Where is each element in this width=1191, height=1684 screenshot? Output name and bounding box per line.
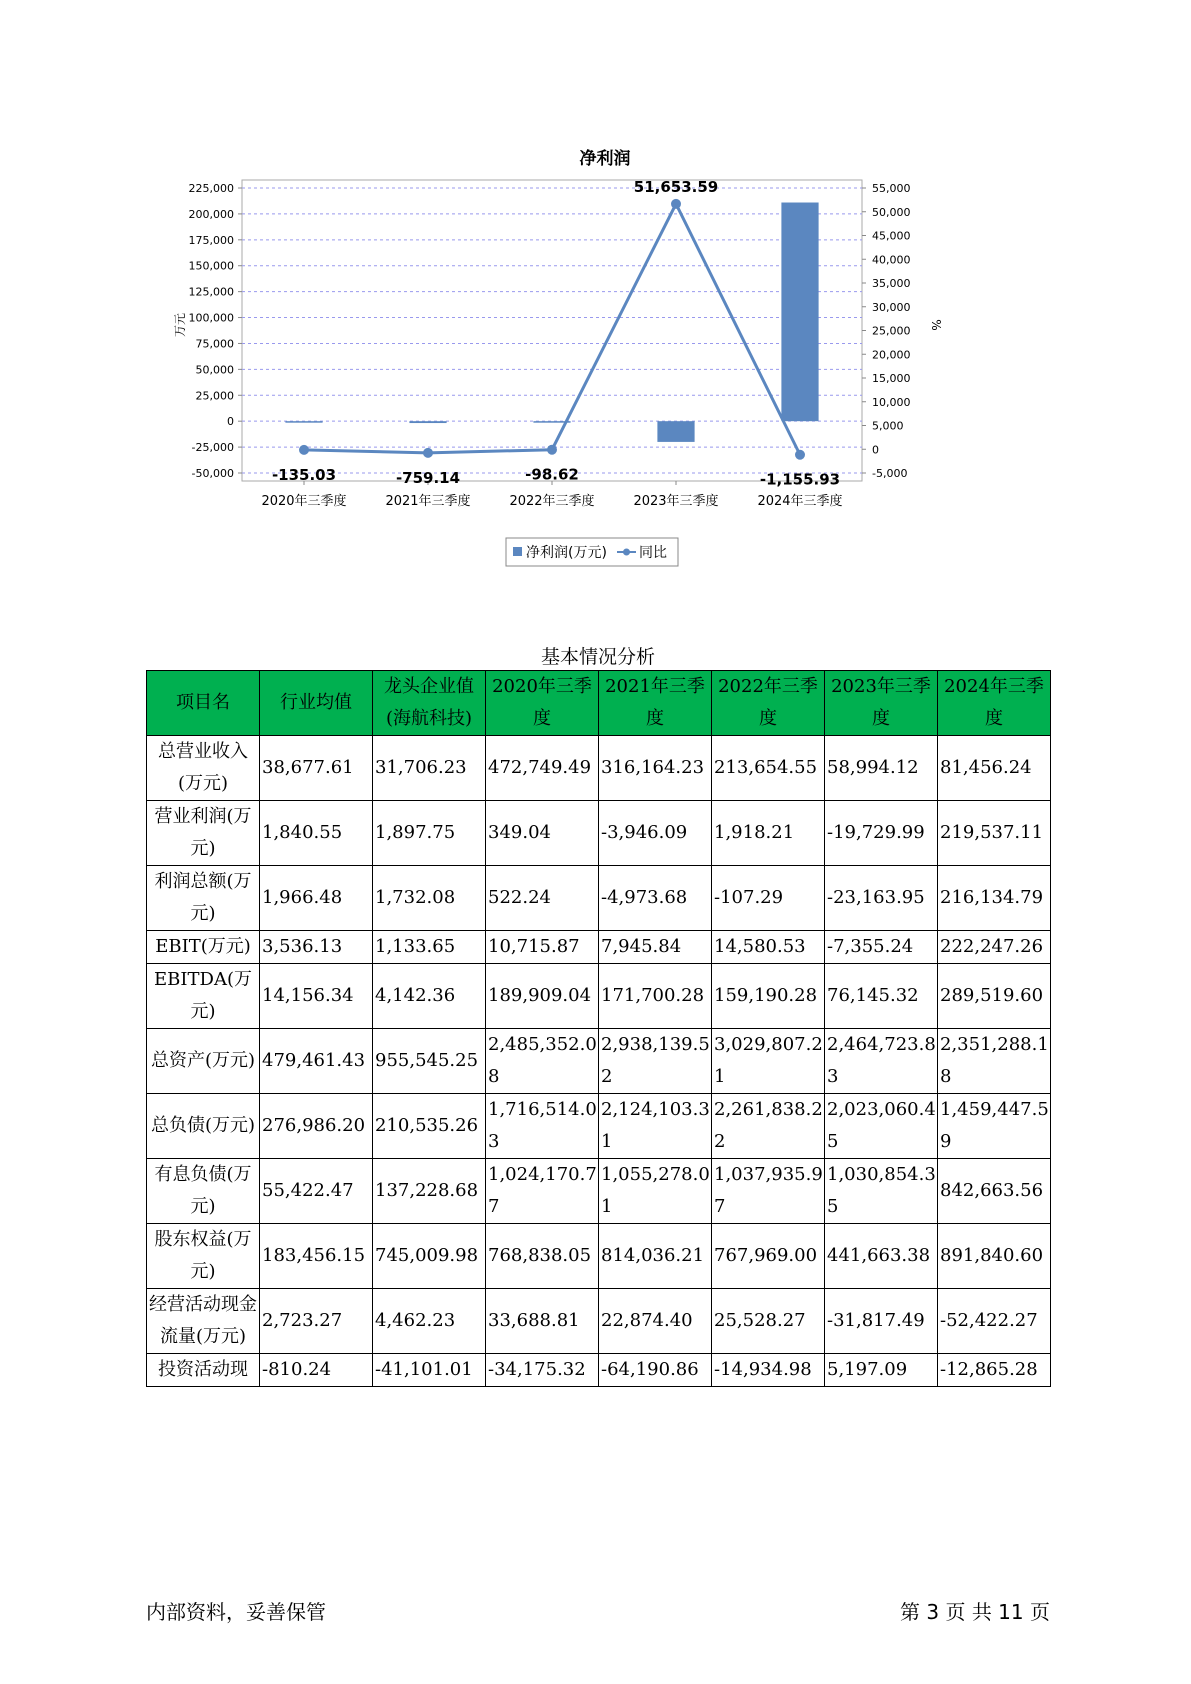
table-cell: -7,355.24: [825, 931, 938, 964]
table-cell: 38,677.61: [260, 736, 373, 801]
table-cell: 1,918.21: [712, 801, 825, 866]
y-right-tick-label: 5,000: [872, 419, 904, 433]
table-cell: 183,456.15: [260, 1224, 373, 1289]
table-row: [147, 1094, 1051, 1159]
x-tick-label: 2021年三季度: [385, 494, 471, 509]
y-right-tick-label: -5,000: [872, 467, 908, 480]
table-row: [147, 1289, 1051, 1354]
y-tick-label: 225,000: [188, 182, 234, 195]
y-tick-label: -25,000: [191, 441, 234, 455]
y-right-tick-label: 25,000: [872, 324, 911, 338]
table-cell: 76,145.32: [825, 964, 938, 1029]
table-cell: -41,101.01: [373, 1354, 486, 1387]
row-item-name: 总负债(万元): [147, 1094, 260, 1159]
table-cell: -19,729.99: [825, 801, 938, 866]
x-tick-label: 2022年三季度: [509, 494, 595, 509]
header-2021-q3: 2021年三季度: [599, 671, 712, 736]
y-tick-label: 50,000: [195, 363, 234, 377]
yoy-point: [547, 445, 557, 455]
y-tick-label: 175,000: [188, 233, 234, 247]
table-row: [147, 801, 1051, 866]
row-item-name: 股东权益(万元): [147, 1224, 260, 1289]
y-tick-label: -50,000: [191, 467, 234, 480]
table-cell: 289,519.60: [938, 964, 1051, 1029]
table-cell: 1,030,854.35: [825, 1159, 938, 1224]
table-cell: 14,156.34: [260, 964, 373, 1029]
table-cell: 2,351,288.18: [938, 1029, 1051, 1094]
row-item-name: 投资活动现: [147, 1354, 260, 1387]
table-cell: 767,969.00: [712, 1224, 825, 1289]
y-tick-label: 75,000: [195, 337, 234, 351]
table-cell: 891,840.60: [938, 1224, 1051, 1289]
yoy-point: [423, 448, 433, 458]
table-cell: 1,966.48: [260, 866, 373, 931]
bar-net-profit: [657, 421, 694, 442]
table-cell: 4,142.36: [373, 964, 486, 1029]
table-cell: 1,459,447.59: [938, 1094, 1051, 1159]
table-cell: 219,537.11: [938, 801, 1051, 866]
table-cell: 7,945.84: [599, 931, 712, 964]
yoy-point: [671, 199, 681, 209]
table-cell: 58,994.12: [825, 736, 938, 801]
table-cell: 2,485,352.08: [486, 1029, 599, 1094]
row-item-name: EBIT(万元): [147, 931, 260, 964]
table-cell: 276,986.20: [260, 1094, 373, 1159]
x-tick-label: 2023年三季度: [633, 494, 719, 509]
legend-bar-swatch: [513, 547, 522, 556]
row-item-name: 总营业收入(万元): [147, 736, 260, 801]
table-cell: 14,580.53: [712, 931, 825, 964]
y-right-tick-label: 40,000: [872, 253, 911, 267]
legend-line-marker: [623, 549, 630, 556]
table-cell: 814,036.21: [599, 1224, 712, 1289]
net-profit-chart: [170, 140, 1050, 600]
y-tick-label: 200,000: [188, 207, 234, 221]
table-row: [147, 1159, 1051, 1224]
y-right-tick-label: 45,000: [872, 229, 911, 243]
table-row: [147, 736, 1051, 801]
table-cell: 1,024,170.77: [486, 1159, 599, 1224]
yoy-data-label: -98.62: [525, 465, 579, 484]
table-cell: -64,190.86: [599, 1354, 712, 1387]
table-cell: 1,037,935.97: [712, 1159, 825, 1224]
y-right-tick-label: 20,000: [872, 348, 911, 362]
footer-page-number: 第 3 页 共 11 页: [900, 1600, 1050, 1624]
header-industry-avg: 行业均值: [260, 671, 373, 736]
table-cell: 171,700.28: [599, 964, 712, 1029]
table-cell: 5,197.09: [825, 1354, 938, 1387]
header-item-name: 项目名: [147, 671, 260, 736]
table-cell: 81,456.24: [938, 736, 1051, 801]
table-cell: 22,874.40: [599, 1289, 712, 1354]
yoy-point: [299, 445, 309, 455]
table-cell: 3,029,807.21: [712, 1029, 825, 1094]
table-cell: 1,732.08: [373, 866, 486, 931]
table-cell: 2,464,723.83: [825, 1029, 938, 1094]
table-cell: 955,545.25: [373, 1029, 486, 1094]
table-cell: 31,706.23: [373, 736, 486, 801]
table-row: [147, 931, 1051, 964]
yoy-data-label: -135.03: [271, 465, 337, 484]
row-item-name: 利润总额(万元): [147, 866, 260, 931]
table-cell: 55,422.47: [260, 1159, 373, 1224]
table-caption: 基本情况分析: [540, 646, 655, 668]
table-cell: -3,946.09: [599, 801, 712, 866]
y-right-tick-label: 55,000: [872, 182, 911, 195]
y-tick-label: 125,000: [188, 285, 234, 299]
table-cell: 159,190.28: [712, 964, 825, 1029]
basic-analysis-table: [146, 670, 1051, 1387]
row-item-name: 经营活动现金流量(万元): [147, 1289, 260, 1354]
bar-net-profit: [781, 203, 818, 422]
y-axis-right-label: %: [929, 319, 943, 331]
table-cell: -14,934.98: [712, 1354, 825, 1387]
header-2023-q3: 2023年三季度: [825, 671, 938, 736]
table-cell: 1,055,278.01: [599, 1159, 712, 1224]
table-cell: 768,838.05: [486, 1224, 599, 1289]
table-cell: 213,654.55: [712, 736, 825, 801]
table-cell: 842,663.56: [938, 1159, 1051, 1224]
table-cell: 1,840.55: [260, 801, 373, 866]
table-cell: 479,461.43: [260, 1029, 373, 1094]
y-tick-label: 0: [227, 415, 234, 429]
bar-net-profit: [285, 421, 322, 423]
table-row: [147, 1224, 1051, 1289]
yoy-data-label: -1,155.93: [759, 470, 841, 489]
table-header-row: [147, 671, 1051, 736]
table-cell: -810.24: [260, 1354, 373, 1387]
y-right-tick-label: 0: [872, 443, 879, 457]
header-2024-q3: 2024年三季度: [938, 671, 1051, 736]
table-cell: -52,422.27: [938, 1289, 1051, 1354]
table-cell: 2,938,139.52: [599, 1029, 712, 1094]
yoy-data-label: 51,653.59: [633, 177, 719, 196]
table-cell: 745,009.98: [373, 1224, 486, 1289]
y-right-tick-label: 10,000: [872, 395, 911, 409]
table-cell: -107.29: [712, 866, 825, 931]
table-cell: 2,723.27: [260, 1289, 373, 1354]
header-leader-value: 龙头企业值(海航科技): [373, 671, 486, 736]
table-cell: 1,897.75: [373, 801, 486, 866]
x-tick-label: 2020年三季度: [261, 494, 347, 509]
legend-line-label: 同比: [639, 545, 667, 561]
table-cell: 1,716,514.03: [486, 1094, 599, 1159]
table-cell: 441,663.38: [825, 1224, 938, 1289]
yoy-data-label: -759.14: [395, 468, 461, 487]
table-row: [147, 964, 1051, 1029]
table-cell: 1,133.65: [373, 931, 486, 964]
table-cell: 4,462.23: [373, 1289, 486, 1354]
footer-confidential-note: 内部资料，妥善保管: [146, 1600, 326, 1624]
table-cell: -23,163.95: [825, 866, 938, 931]
table-cell: 210,535.26: [373, 1094, 486, 1159]
table-cell: 522.24: [486, 866, 599, 931]
table-cell: 216,134.79: [938, 866, 1051, 931]
y-axis-left-label: 万元: [173, 312, 187, 338]
y-right-tick-label: 50,000: [872, 205, 911, 219]
y-right-tick-label: 15,000: [872, 372, 911, 385]
table-cell: -4,973.68: [599, 866, 712, 931]
legend-bar-label: 净利润(万元): [526, 545, 607, 561]
bar-net-profit: [409, 421, 446, 423]
x-tick-label: 2024年三季度: [757, 494, 843, 509]
table-cell: -12,865.28: [938, 1354, 1051, 1387]
y-right-tick-label: 35,000: [872, 277, 911, 290]
row-item-name: 有息负债(万元): [147, 1159, 260, 1224]
table-cell: 189,909.04: [486, 964, 599, 1029]
row-item-name: EBITDA(万元): [147, 964, 260, 1029]
table-cell: 222,247.26: [938, 931, 1051, 964]
y-tick-label: 100,000: [188, 311, 234, 325]
y-tick-label: 150,000: [188, 259, 234, 273]
table-cell: 25,528.27: [712, 1289, 825, 1354]
row-item-name: 营业利润(万元): [147, 801, 260, 866]
table-row: [147, 1354, 1051, 1387]
table-cell: 137,228.68: [373, 1159, 486, 1224]
table-cell: 472,749.49: [486, 736, 599, 801]
plot-frame: [242, 177, 862, 481]
yoy-point: [795, 450, 805, 460]
table-cell: 2,124,103.31: [599, 1094, 712, 1159]
table-cell: 33,688.81: [486, 1289, 599, 1354]
table-cell: -34,175.32: [486, 1354, 599, 1387]
table-cell: -31,817.49: [825, 1289, 938, 1354]
header-2022-q3: 2022年三季度: [712, 671, 825, 736]
table-cell: 3,536.13: [260, 931, 373, 964]
table-cell: 2,023,060.45: [825, 1094, 938, 1159]
legend: [506, 538, 678, 566]
plot-area: [189, 178, 911, 509]
table-row: [147, 1029, 1051, 1094]
table-row: [147, 866, 1051, 931]
table-cell: 10,715.87: [486, 931, 599, 964]
row-item-name: 总资产(万元): [147, 1029, 260, 1094]
y-right-tick-label: 30,000: [872, 300, 911, 314]
table-body: [147, 736, 1051, 1387]
chart-title: 净利润: [579, 149, 631, 169]
table-cell: 349.04: [486, 801, 599, 866]
table-cell: 316,164.23: [599, 736, 712, 801]
table-cell: 2,261,838.22: [712, 1094, 825, 1159]
y-tick-label: 25,000: [195, 389, 234, 403]
header-2020-q3: 2020年三季度: [486, 671, 599, 736]
